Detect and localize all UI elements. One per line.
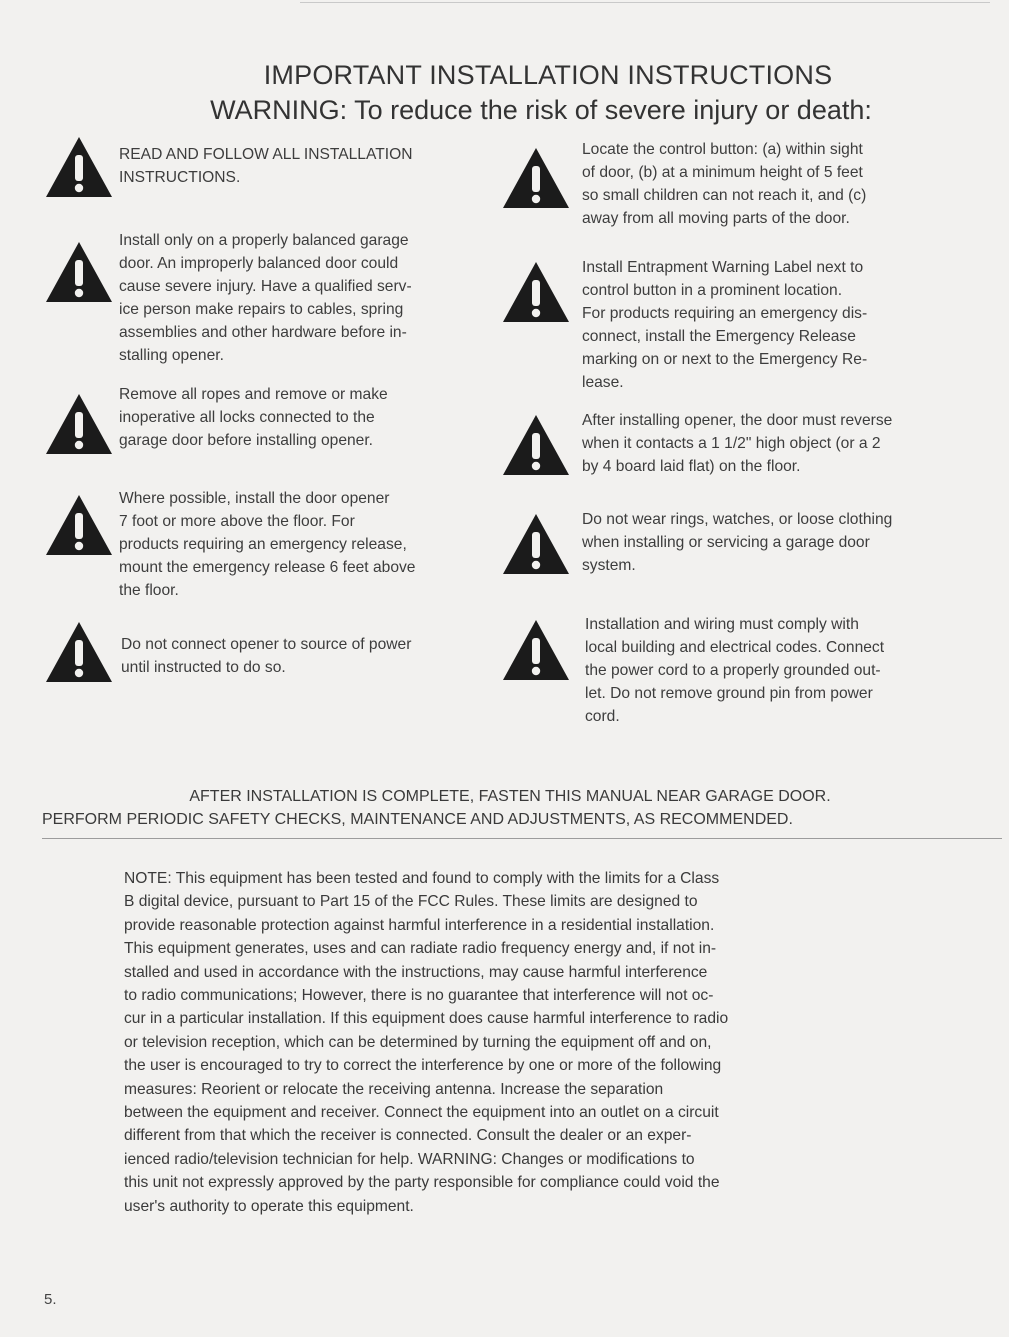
footer-instruction-line1: AFTER INSTALLATION IS COMPLETE, FASTEN THIS MANUAL NEAR GARAGE DOOR. [189,788,831,805]
warning-item-control-button [582,138,866,230]
warning-text: Install only on a properly balanced garage door. An improperly balanced door could cause severe injury. Have a qualified serv- ice person make repairs to cables, spring assemblies and other hardware before in- stalling opener. [119,232,412,364]
warning-item-wiring [585,613,884,728]
warning-triangle-icon [501,618,571,682]
warning-item-balanced-door [119,229,412,367]
page-number: 5. [44,1291,57,1308]
warning-triangle-icon [44,135,114,199]
warning-text: READ AND FOLLOW ALL INSTALLATION INSTRUCTIONS. [119,146,413,186]
warning-text: Install Entrapment Warning Label next to control button in a prominent location. For products requiring an emergency dis- connect, install the Emergency Release marking on or next to the Emergency Re- lease. [582,259,868,391]
warning-subtitle: WARNING: To reduce the risk of severe injury or death: [210,95,872,125]
warning-triangle-icon [501,413,571,477]
warning-triangle-icon [44,620,114,684]
warning-item-clothing [582,508,892,577]
warning-text: Installation and wiring must comply with local building and electrical codes. Connect the power cord to a properly grounded out- let. Do not remove ground pin from power cord. [585,616,885,725]
warning-triangle-icon [44,240,114,304]
warning-item-mount-height [119,487,415,602]
divider [42,838,1002,839]
warning-triangle-icon [44,493,114,557]
top-rule [300,2,990,3]
footer-instruction-line2: PERFORM PERIODIC SAFETY CHECKS, MAINTENANCE AND ADJUSTMENTS, AS RECOMMENDED. [42,811,793,828]
warning-text: After installing opener, the door must reverse when it contacts a 1 1/2" high object (or a 2 by 4 board laid flat) on the floor. [582,412,893,475]
warning-text: Do not connect opener to source of power until instructed to do so. [121,636,412,676]
warning-triangle-icon [501,260,571,324]
warning-item-remove-ropes [119,383,388,452]
warning-item-power [121,633,411,679]
warning-text: Where possible, install the door opener 7 foot or more above the floor. For products requiring an emergency release, mount the emergency release 6 feet above the floor. [119,490,416,599]
fcc-note: NOTE: This equipment has been tested and found to comply with the limits for a Class B digital device, pursuant to Part 15 of the FCC Rules. These limits are designed to provide reasonable protection against harmful interference in a residential installation. This equipment generates, uses and can radiate radio frequency energy and, if not in- stalled and used in accordance with the instructions, may cause harmful interference to radio communications; However, there is no guarantee that interference will not oc- cur in a particular installation. If this equipment does cause harmful interference to radio or television reception, which can be determined by turning the equipment off and on, the user is encouraged to try to correct the interference by one or more of the following measures: Reorient or relocate the receiving antenna. Increase the separation between the equipment and receiver. Connect the equipment into an outlet on a circuit different from that which the receiver is connected. Consult the dealer or an exper- ienced radio/television technician for help. WARNING: Changes or modifications to this unit not expressly approved by the party responsible for compliance could void the user's authority to operate this equipment. [124,870,729,1215]
warning-text: Locate the control button: (a) within sight of door, (b) at a minimum height of 5 feet so small children can not reach it, and (c) away from all moving parts of the door. [582,141,867,227]
warning-text: Remove all ropes and remove or make inoperative all locks connected to the garage door before installing opener. [119,386,388,449]
warning-triangle-icon [44,392,114,456]
warning-item-read-follow [119,143,412,189]
warning-item-door-reverse [582,409,892,478]
warning-triangle-icon [501,512,571,576]
page-title: IMPORTANT INSTALLATION INSTRUCTIONS [263,60,833,90]
warning-triangle-icon [501,146,571,210]
warning-text: Do not wear rings, watches, or loose clothing when installing or servicing a garage door system. [582,511,893,574]
warning-item-entrapment-label [582,256,867,394]
